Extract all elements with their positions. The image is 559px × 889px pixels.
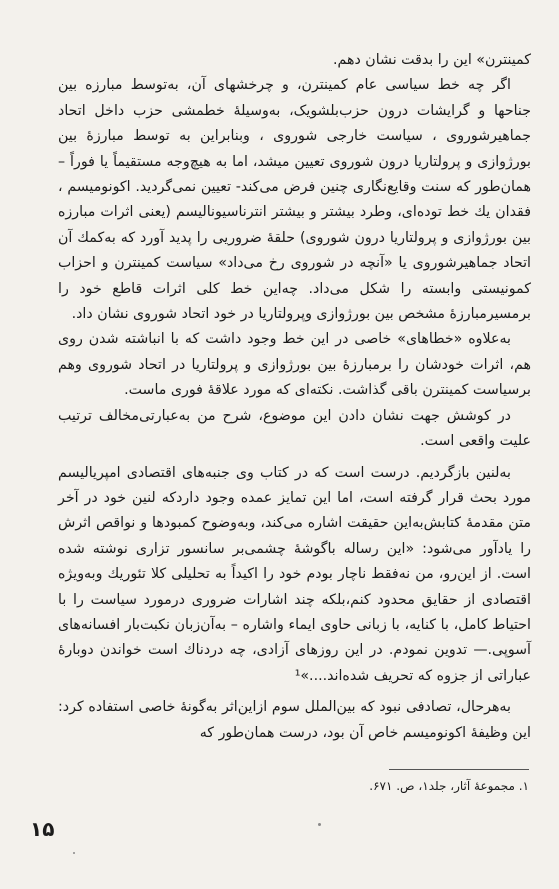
paragraph-4: در کوشش جهت نشان دادن این موضوع، شرح من به‌عبارتی‌مخالف ترتیب علیت واقعی است. [58,407,531,450]
footnote: ۱. مجموعهٔ آثار، جلد۱، ص. ۶۷۱. [369,779,529,793]
footnote-divider [389,769,529,770]
page-number: ۱۵ [30,817,55,841]
paragraph-3: به‌علاوه «خطاهای» خاصی در این خط وجود داشت که با انباشته شدن روی هم، اثرات خودشان را برمبارزهٔ بین بورژوازی و پرولتاریا در اتحاد شوروی وهم برسیاست کمینترن باقی گذاشت. نکته‌ای که مورد علاقهٔ فوری ماست. [58,331,531,399]
paragraph-1: کمینترن» این را بدقت نشان دهم. [333,52,531,68]
paper-speck [73,852,75,854]
paragraph-6: به‌هرحال، تصادفی نبود که بین‌الملل سوم ازاین‌اثر به‌گونهٔ خاصی استفاده کرد: این وظیفهٔ اکونومیسم خاص آن بود، درست همان‌طور که [58,699,531,741]
paper-speck [318,823,321,826]
body-text [58,48,531,746]
paragraph-2: اگر چه خط سیاسی عام کمینترن، و چرخشهای آن، به‌توسط مبارزه بین جناحها و گرایشات درون حزب‌بلشویک، به‌وسیلهٔ خطمشی حزب داخل اتحاد جماهیرشوروی ، سیاست خارجی شوروی ، وبنابراین به توسط مبارزهٔ بین بورژوازی و پرولتاریا درون شوروی تعیین میشد، اما به هیچ‌وجه مستقیماً یا فوراً – همان‌طور که سنت وقایع‌نگاری چنین فرض می‌کند- تعیین نمی‌گردید. اکونومیسم ، فقدان یك خط توده‌ای، وطرد بیشتر و بیشتر انترناسیونالیسم (یعنی اثرات مبارزه بین بورژوازی و پرولتاریا درون شوروی) حلقهٔ ضروریی را پدید آورد که به‌کمك آن اتحاد جماهیرشوروی یا «آنچه در شوروی رخ می‌داد» سیاست کمینترن و احزاب کمونیستی وابسته را شکل می‌داد. چه‌این خط کلی اثرات قاطع خود را برمسیرمبارزهٔ مشخص بین بورژوازی وپرولتاریا در خود اتحاد شوروی نشان داد. [58,77,531,323]
paragraph-5: به‌لنین بازگردیم. درست است که در کتاب وی جنبه‌های اقتصادی امپریالیسم مورد بحث قرار گرفته است، اما این تمایز عمده وجود دارد‌که لنین خود در آخر متن مقدمهٔ کتابش‌به‌این حقیقت اشاره می‌کند، وبه‌وضوح کمبودها و نواقص اثرش را یادآور می‌شود: «این رساله باگوشهٔ چشمی‌بر سانسور تزاری نوشته شده است. از این‌رو، من نه‌فقط ناچار بودم خود را اکیداً به تحلیلی کلا تئوریك وبه‌ویژه اقتصادی از حقایق محدود کنم،بلکه چند اشارات ضروری درمورد سیاست را با احتیاط کامل، با کنایه، با زبانی حاوی ایماء واشاره – به‌آن‌زبان نکبت‌بار افسانه‌های آسوپی.— تدوین نمودم. در این روزهای آزادی، چه دردناك است خواندن دوبارهٔ عباراتی از جزوه که تحریف شده‌اند....»¹ [58,464,531,684]
